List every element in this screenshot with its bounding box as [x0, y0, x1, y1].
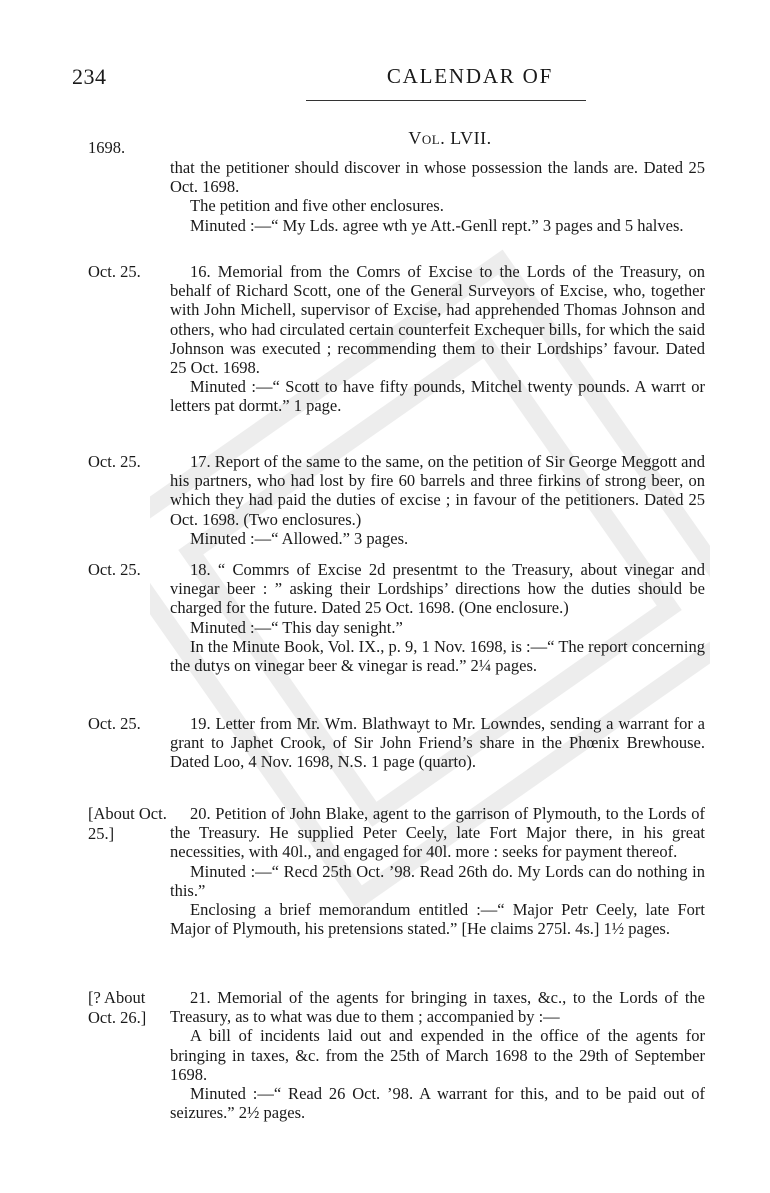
volume-heading	[340, 128, 560, 149]
entry-text: 19. Letter from Mr. Wm. Blathwayt to Mr. Lowndes, sending a warrant for a grant to Japhet Crook, of Sir John Friend’s share in the Phœnix Brewhouse. Dated Loo, 4 Nov. 1698, N.S. 1 page (quarto).	[170, 714, 705, 772]
entry-text: 17. Report of the same to the same, on the petition of Sir George Meggott and his partners, who had lost by fire 60 barrels and three firkins of strong beer, on which they had paid the duties of excise ; in favour of the petitioners. Dated 25 Oct. 1698. (Two enclosures.)	[170, 452, 705, 529]
entry-enclosure: A bill of incidents laid out and expended in the office of the agents for bringing in taxes, &c. from the 25th of March 1698 to the 29th of September 1698.	[170, 1026, 705, 1084]
volume-label: Vol. LVII.	[408, 128, 492, 148]
page-number: 234	[72, 64, 107, 89]
entry-text: 16. Memorial from the Comrs of Excise to the Lords of the Treasury, on behalf of Richard Scott, one of the General Surveyors of Excise, who, together with John Michell, supervisor of Excise, had apprehended Thomas Johnson and others, who had circulated certain counterfeit Exchequer bills, for which the said Johnson was executed ; recommending them to their Lordships’ favour. Dated 25 Oct. 1698.	[170, 262, 705, 378]
entry-body	[170, 158, 705, 235]
entry-minute: Minuted :—“ My Lds. agree wth ye Att.-Genll rept.” 3 pages and 5 halves.	[190, 215, 684, 235]
header-rule	[306, 100, 586, 101]
entry-text: The petition and five other enclosures.	[190, 196, 444, 216]
entry-note: In the Minute Book, Vol. IX., p. 9, 1 Nov. 1698, is :—“ The report concerning the dutys on vinegar beer & vinegar is read.” 2¼ pages.	[170, 636, 705, 676]
entry-body	[170, 714, 705, 772]
entry-minute: Minuted :—“ Scott to have fifty pounds, Mitchel twenty pounds. A warrt or letters pat dormt.” 1 page.	[170, 377, 705, 416]
entry-minute: Minuted :—“ This day senight.”	[190, 617, 403, 637]
entry-body	[170, 988, 705, 1122]
entry-text: that the petitioner should discover in whose possession the lands are. Dated 25 Oct. 1698.	[170, 158, 705, 197]
entry-body	[170, 804, 705, 938]
entry-text: 18. “ Commrs of Excise 2d presentmt to the Treasury, about vinegar and vinegar beer : ” asking their Lordships’ directions how the duties should be charged for the future. Dated 25 Oct. 1698. (One enclosure.)	[170, 560, 705, 618]
running-title: CALENDAR OF	[386, 64, 554, 88]
entry-date: Oct. 25.	[88, 560, 141, 579]
entry-body	[170, 452, 705, 548]
entry-body	[170, 262, 705, 416]
entry-minute: Minuted :—“ Allowed.” 3 pages.	[190, 528, 409, 548]
entry-date: Oct. 25.	[88, 714, 141, 733]
entry-date: [About Oct. 25.]	[88, 804, 167, 843]
entry-date: Oct. 25.	[88, 262, 141, 281]
entry-date: Oct. 25.	[88, 452, 141, 471]
entry-date: [? About Oct. 26.]	[88, 988, 147, 1027]
year-label: 1698.	[88, 138, 126, 157]
entry-text: 21. Memorial of the agents for bringing in taxes, &c., to the Lords of the Treasury, as to what was due to them ; accompanied by :—	[170, 988, 705, 1027]
entry-minute: Minuted :—“ Recd 25th Oct. ’98. Read 26th do. My Lords can do nothing in this.”	[170, 861, 705, 900]
entry-enclosure: Enclosing a brief memorandum entitled :—“ Major Petr Ceely, late Fort Major of Plymouth, his pretensions stated.” [He claims 275l. 4s.] 1½ pages.	[170, 900, 705, 939]
entry-text: 20. Petition of John Blake, agent to the garrison of Plymouth, to the Lords of the Treasury. He supplied Peter Ceely, late Fort Major there, in his great necessities, with 40l., and engaged for 40l. more : seeks for payment thereof.	[170, 804, 705, 862]
entry-minute: Minuted :—“ Read 26 Oct. ’98. A warrant for this, and to be paid out of seizures.” 2½ pages.	[170, 1084, 705, 1123]
entry-body	[170, 560, 705, 675]
